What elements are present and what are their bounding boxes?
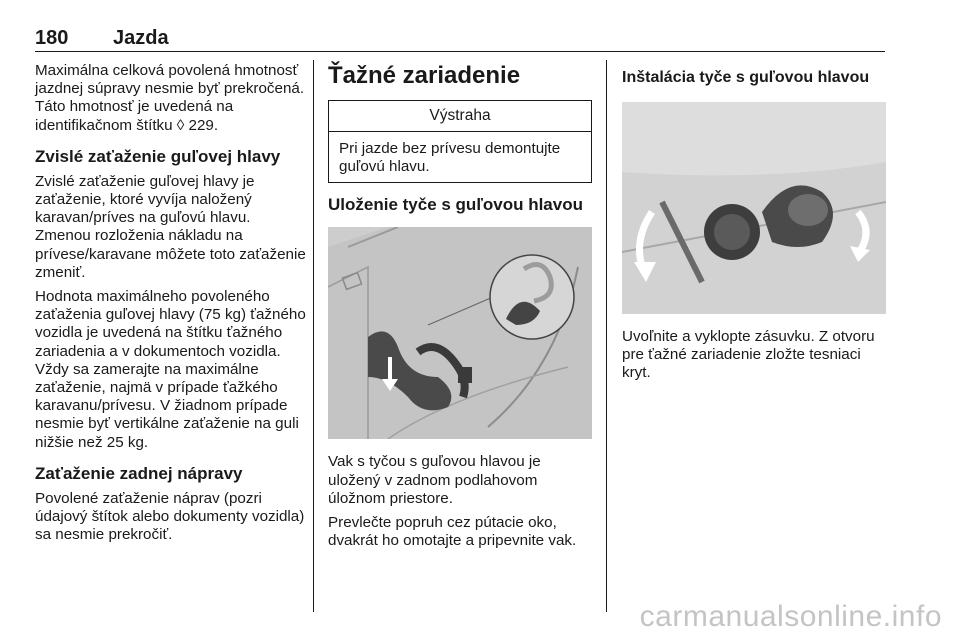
install-illustration — [622, 102, 886, 314]
heading-install: Inštalácia tyče s guľovou hlavou — [622, 69, 870, 86]
watermark: carmanualsonline.info — [639, 600, 942, 633]
storage-paragraph-1: Vak s tyčou s guľovou hlavou je uložený v zadnom podlahovom úložnom priestore. — [328, 453, 541, 507]
warning-title: Výstraha — [329, 101, 591, 132]
page-header — [35, 22, 885, 50]
install-paragraph: Uvoľnite a vyklopte zásuvku. Z otvoru pre ťažné zariadenie zložte tesniaci kryt. — [622, 328, 875, 382]
column-divider-2 — [606, 60, 607, 612]
heading-rear-axle: Zaťaženie zadnej nápravy — [35, 463, 243, 483]
column-2 — [328, 62, 592, 556]
vertical-load-paragraph-1: Zvislé zaťaženie guľovej hlavy je zaťaženie, ktoré vyvíja naložený karavan/príves na guľovú hlavu. Zmenou rozloženia nákladu na prívese/karavane môžete toto zaťaženie zmeniť. — [35, 172, 306, 281]
column-divider-1 — [313, 60, 314, 612]
storage-illustration-drawing — [328, 227, 592, 439]
header-rule — [35, 51, 885, 52]
heading-storage: Uloženie tyče s guľovou hlavou — [328, 195, 583, 215]
column-3 — [622, 62, 886, 389]
rear-axle-paragraph: Povolené zaťaženie náprav (pozri údajový štítok alebo dokumenty vozidla) sa nesmie prekročiť. — [35, 489, 305, 544]
page-number: 180 — [35, 27, 69, 49]
column-1 — [35, 62, 307, 550]
warning-body — [329, 132, 591, 182]
storage-paragraph-2: Prevlečte popruh cez pútacie oko, dvakrát ho omotajte a pripevnite vak. — [328, 514, 577, 550]
warning-box — [328, 100, 592, 183]
heading-vertical-load: Zvislé zaťaženie guľovej hlavy — [35, 146, 281, 166]
chapter-title: Ťažné zariadenie — [328, 62, 521, 89]
warning-text: Pri jazde bez prívesu demontujte guľovú hlavu. — [339, 140, 561, 176]
install-illustration-drawing — [622, 102, 886, 314]
section-title: Jazda — [113, 27, 169, 49]
intro-paragraph: Maximálna celková povolená hmotnosť jazdnej súpravy nesmie byť prekročená. Táto hmotnosť je uvedená na identifikačnom štítku ◊ 229. — [35, 62, 305, 134]
storage-illustration — [328, 227, 592, 439]
vertical-load-paragraph-2: Hodnota maximálneho povoleného zaťaženia guľovej hlavy (75 kg) ťažného vozidla je uvedená na štítku ťažného zariadenia a v dokumentoch vozidla. Vždy sa zamerajte na maximálne zaťaženie, najmä v prípade ťažkého karavanu/prívesu. V žiadnom prípade nesmie byť vertikálne zaťaženie na guli nižšie než 25 kg. — [35, 288, 306, 451]
